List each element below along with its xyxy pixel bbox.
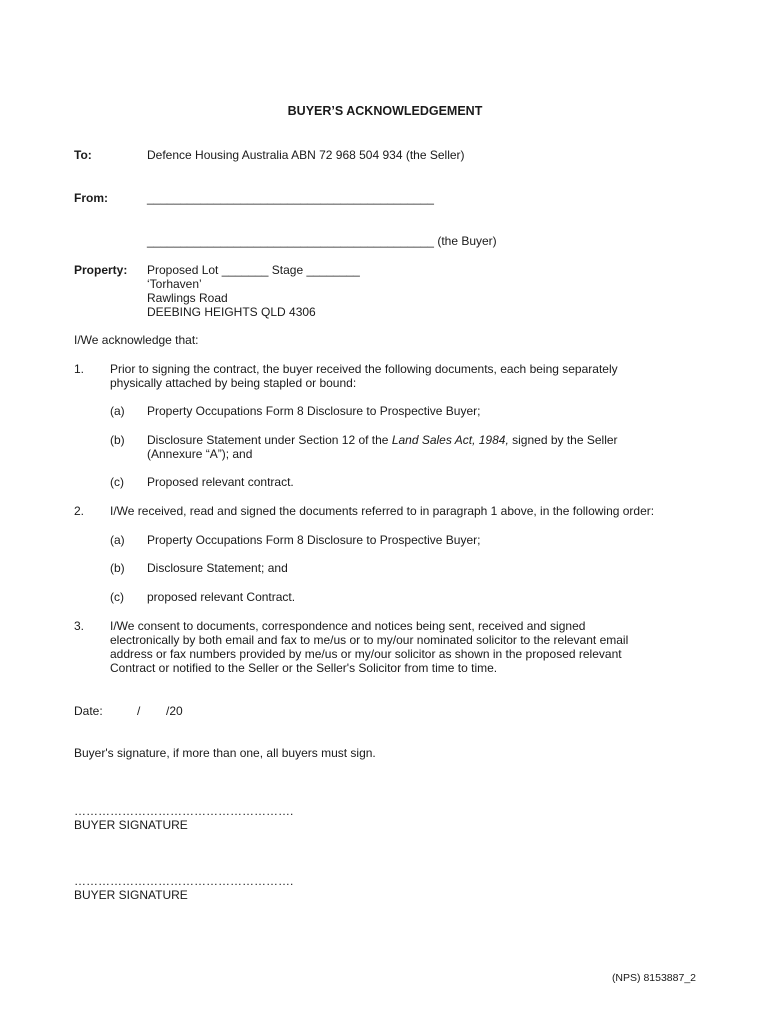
from-label: From: [74,191,108,205]
sub-label: (a) [110,404,125,418]
item-3-text [110,619,628,675]
signature-dots: ………………………………………………. [74,874,294,888]
sub-text-part: signed by the Seller [508,433,618,447]
sub-label: (a) [110,533,125,547]
act-name: Land Sales Act, 1984, [391,433,509,447]
sub-text-part: Disclosure Statement under Section 12 of the [147,433,392,447]
property-line: Proposed Lot _______ Stage ________ [147,263,360,277]
property-line: DEEBING HEIGHTS QLD 4306 [147,305,316,319]
property-line: ‘Torhaven’ [147,277,202,291]
footer-reference: (NPS) 8153887_2 [611,972,696,984]
sub-text [147,433,618,461]
property-address [147,263,360,319]
property-line: Rawlings Road [147,291,228,305]
signature-label: BUYER SIGNATURE [74,818,188,832]
item-number: 2. [74,504,85,518]
to-label: To: [74,148,92,162]
item-3-line: I/We consent to documents, correspondence and notices being sent, received and signed [110,619,586,633]
item-number: 3. [74,619,85,633]
buyer-blank-line: ___________________________________________ [147,234,434,248]
intro-text: I/We acknowledge that: [74,333,199,347]
item-3-line: Contract or notified to the Seller or the Seller's Solicitor from time to time. [110,661,498,675]
signature-label: BUYER SIGNATURE [74,888,188,902]
sub-text: Property Occupations Form 8 Disclosure to Prospective Buyer; [147,404,481,418]
date-year: /20 [166,704,183,718]
buyer-line-row [147,234,497,248]
item-3-line: address or fax numbers provided by me/us or my/our solicitor as shown in the proposed relevant [110,647,622,661]
sub-text: Proposed relevant contract. [147,475,294,489]
sub-text: Property Occupations Form 8 Disclosure to Prospective Buyer; [147,533,481,547]
signature-dots: ………………………………………………. [74,804,294,818]
item-1-line: physically attached by being stapled or bound: [110,376,357,390]
document-title: BUYER’S ACKNOWLEDGEMENT [287,104,483,118]
to-value: Defence Housing Australia ABN 72 968 504 934 (the Seller) [147,148,465,162]
signature-note: Buyer's signature, if more than one, all buyers must sign. [74,746,376,760]
sub-text-line: (Annexure “A”); and [147,447,253,461]
date-label: Date: [74,704,103,718]
sub-text: Disclosure Statement; and [147,561,288,575]
item-2-text: I/We received, read and signed the documents referred to in paragraph 1 above, in the following order: [110,504,655,518]
sub-text: proposed relevant Contract. [147,590,296,604]
property-label: Property: [74,263,128,277]
sub-label: (b) [110,561,125,575]
from-blank-line: ___________________________________________ [147,191,434,205]
item-1-text [110,362,618,390]
sub-label: (c) [110,590,124,604]
item-1-line: Prior to signing the contract, the buyer received the following documents, each being separately [110,362,618,376]
date-slash: / [137,704,141,718]
sub-label: (c) [110,475,124,489]
item-number: 1. [74,362,85,376]
sub-label: (b) [110,433,125,447]
item-3-line: electronically by both email and fax to me/us or to my/our nominated solicitor to the relevant email [110,633,629,647]
buyer-suffix: (the Buyer) [433,234,497,248]
